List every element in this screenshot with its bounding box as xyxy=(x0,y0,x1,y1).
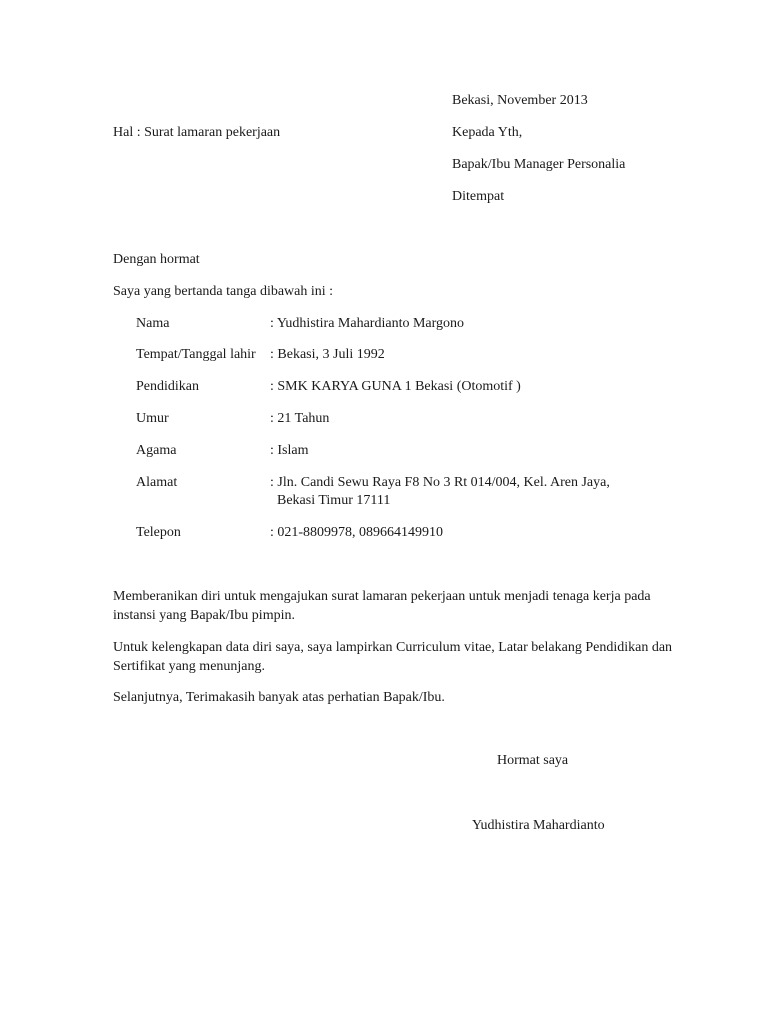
paragraph-2-line-1: Untuk kelengkapan data diri saya, saya lampirkan Curriculum vitae, Latar belakang Pendidikan dan xyxy=(113,640,673,655)
paragraph-2 xyxy=(113,638,673,676)
field-value-address xyxy=(270,474,610,510)
field-value-education: : SMK KARYA GUNA 1 Bekasi (Otomotif ) xyxy=(270,379,521,394)
field-value-name: : Yudhistira Mahardianto Margono xyxy=(270,316,465,331)
letter-subject: Hal : Surat lamaran pekerjaan xyxy=(113,125,281,140)
field-label-age: Umur xyxy=(136,411,169,426)
greeting: Dengan hormat xyxy=(113,252,200,267)
intro-text: Saya yang bertanda tanga dibawah ini : xyxy=(113,284,334,299)
signature-name: Yudhistira Mahardianto xyxy=(472,818,605,833)
paragraph-1 xyxy=(113,587,673,625)
field-label-name: Nama xyxy=(136,316,170,331)
paragraph-1-line-1: Memberanikan diri untuk mengajukan surat lamaran pekerjaan untuk menjadi tenaga kerja pada xyxy=(113,589,651,604)
place-date: Bekasi, November 2013 xyxy=(452,93,588,108)
field-label-phone: Telepon xyxy=(136,525,181,540)
address-line-1: : Jln. Candi Sewu Raya F8 No 3 Rt 014/004, Kel. Aren Jaya, xyxy=(270,475,610,490)
closing-salutation: Hormat saya xyxy=(497,753,569,768)
field-value-age: : 21 Tahun xyxy=(270,411,330,426)
paragraph-3: Selanjutnya, Terimakasih banyak atas perhatian Bapak/Ibu. xyxy=(113,690,445,705)
field-value-religion: : Islam xyxy=(270,443,309,458)
field-label-address: Alamat xyxy=(136,475,178,490)
field-label-religion: Agama xyxy=(136,443,177,458)
recipient-line-1: Kepada Yth, xyxy=(452,125,523,140)
field-label-birth: Tempat/Tanggal lahir xyxy=(136,347,256,362)
paragraph-2-line-2: Sertifikat yang menunjang. xyxy=(113,659,266,674)
recipient-line-3: Ditempat xyxy=(452,189,505,204)
field-value-phone: : 021-8809978, 089664149910 xyxy=(270,525,444,540)
recipient-line-2: Bapak/Ibu Manager Personalia xyxy=(452,157,626,172)
field-label-education: Pendidikan xyxy=(136,379,199,394)
paragraph-1-line-2: instansi yang Bapak/Ibu pimpin. xyxy=(113,608,295,623)
address-line-2: Bekasi Timur 17111 xyxy=(270,493,391,508)
field-value-birth: : Bekasi, 3 Juli 1992 xyxy=(270,347,385,362)
